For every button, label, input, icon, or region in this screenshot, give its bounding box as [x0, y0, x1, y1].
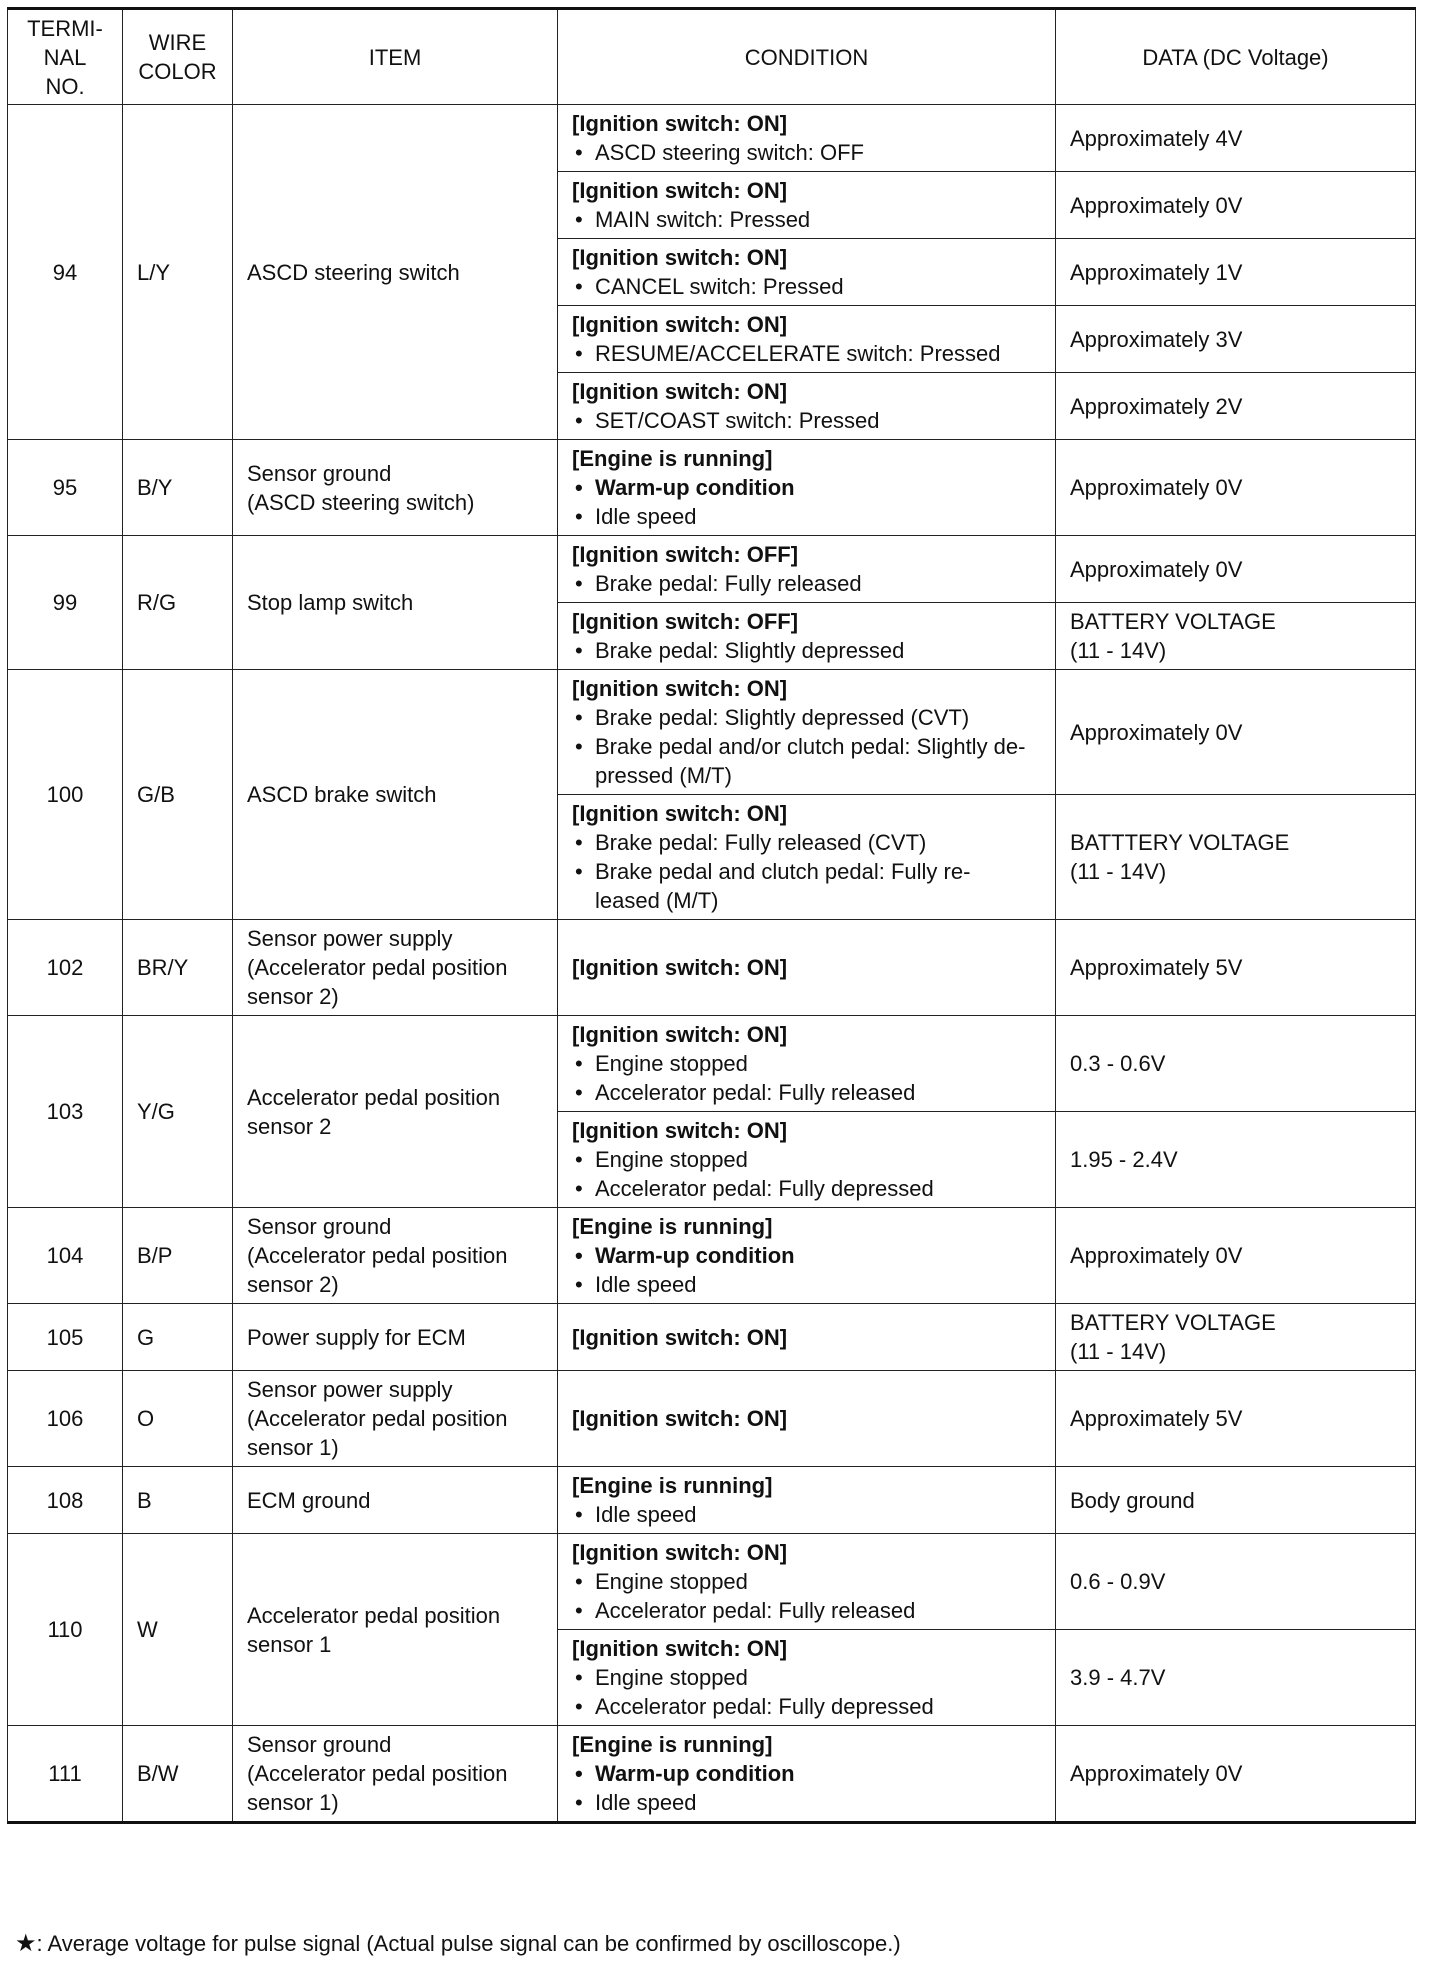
condition-bullets — [572, 1567, 1049, 1625]
condition-bullets — [572, 1500, 1049, 1529]
condition-heading: [Ignition switch: ON] — [572, 1022, 788, 1047]
condition-heading: [Ignition switch: ON] — [572, 379, 788, 404]
data-cell: Approximately 0V — [1056, 1208, 1416, 1304]
table-row — [8, 1534, 1416, 1630]
item-cell: Sensor ground (Accelerator pedal position sensor 2) — [233, 1208, 558, 1304]
data-cell: Approximately 5V — [1056, 920, 1416, 1016]
item-cell: ASCD steering switch — [233, 105, 558, 440]
condition-heading: [Ignition switch: ON] — [572, 1636, 788, 1661]
table-header-row — [8, 9, 1416, 105]
wire-color-cell: B/P — [123, 1208, 233, 1304]
wire-color-cell: Y/G — [123, 1016, 233, 1208]
condition-heading: [Engine is running] — [572, 446, 773, 471]
data-cell: Approximately 1V — [1056, 239, 1416, 306]
condition-bullet: • Brake pedal: Slightly depressed (CVT) — [572, 703, 1049, 732]
condition-cell — [558, 440, 1056, 536]
wire-color-cell: G — [123, 1304, 233, 1371]
condition-bullets — [572, 1759, 1049, 1817]
condition-bullets — [572, 406, 1049, 435]
terminal-cell: 108 — [8, 1467, 123, 1534]
terminal-cell: 100 — [8, 670, 123, 920]
condition-bullet: • Brake pedal: Slightly depressed — [572, 636, 1049, 665]
data-cell: BATTERY VOLTAGE (11 - 14V) — [1056, 603, 1416, 670]
wire-color-cell: G/B — [123, 670, 233, 920]
table-row — [8, 105, 1416, 172]
terminal-cell: 103 — [8, 1016, 123, 1208]
wire-color-cell: O — [123, 1371, 233, 1467]
condition-cell — [558, 795, 1056, 920]
wire-color-cell: R/G — [123, 536, 233, 670]
condition-cell — [558, 1208, 1056, 1304]
condition-bullets — [572, 1145, 1049, 1203]
terminal-cell: 111 — [8, 1726, 123, 1823]
condition-heading: [Ignition switch: ON] — [572, 1406, 788, 1431]
terminal-cell: 106 — [8, 1371, 123, 1467]
terminal-cell: 99 — [8, 536, 123, 670]
data-cell: Approximately 5V — [1056, 1371, 1416, 1467]
condition-heading: [Ignition switch: ON] — [572, 245, 788, 270]
condition-heading: [Ignition switch: OFF] — [572, 542, 799, 567]
data-cell: 1.95 - 2.4V — [1056, 1112, 1416, 1208]
wire-color-cell: W — [123, 1534, 233, 1726]
condition-bullet: • Accelerator pedal: Fully released — [572, 1596, 1049, 1625]
wire-color-cell: B/Y — [123, 440, 233, 536]
condition-cell — [558, 306, 1056, 373]
condition-bullet: • Idle speed — [572, 502, 1049, 531]
condition-cell — [558, 920, 1056, 1016]
header-data: DATA (DC Voltage) — [1056, 9, 1416, 105]
condition-bullets — [572, 473, 1049, 531]
condition-bullet: • Idle speed — [572, 1788, 1049, 1817]
condition-bullet: • Accelerator pedal: Fully depressed — [572, 1692, 1049, 1721]
condition-heading: [Engine is running] — [572, 1214, 773, 1239]
table-row — [8, 1467, 1416, 1534]
condition-bullet: • RESUME/ACCELERATE switch: Pressed — [572, 339, 1049, 368]
data-cell: Approximately 0V — [1056, 1726, 1416, 1823]
wire-color-cell: L/Y — [123, 105, 233, 440]
terminal-data-document — [7, 7, 1415, 1957]
condition-bullets — [572, 138, 1049, 167]
condition-bullets — [572, 1663, 1049, 1721]
wire-color-cell: B/W — [123, 1726, 233, 1823]
data-cell: Approximately 0V — [1056, 440, 1416, 536]
item-cell: Accelerator pedal position sensor 2 — [233, 1016, 558, 1208]
condition-bullet: • Brake pedal: Fully released — [572, 569, 1049, 598]
table-row — [8, 536, 1416, 603]
terminal-cell: 104 — [8, 1208, 123, 1304]
condition-cell — [558, 1534, 1056, 1630]
item-cell: ECM ground — [233, 1467, 558, 1534]
data-cell: 0.3 - 0.6V — [1056, 1016, 1416, 1112]
condition-cell — [558, 1371, 1056, 1467]
condition-bullet: • Warm-up condition — [572, 1241, 1049, 1270]
condition-bullet: • ASCD steering switch: OFF — [572, 138, 1049, 167]
condition-heading: [Engine is running] — [572, 1732, 773, 1757]
condition-bullet: • Engine stopped — [572, 1567, 1049, 1596]
condition-bullet: • Idle speed — [572, 1270, 1049, 1299]
condition-bullet: • Engine stopped — [572, 1145, 1049, 1174]
condition-heading: [Ignition switch: ON] — [572, 955, 788, 980]
condition-bullet: • Brake pedal and clutch pedal: Fully re- leased (M/T) — [572, 857, 1049, 915]
header-condition: CONDITION — [558, 9, 1056, 105]
condition-bullets — [572, 339, 1049, 368]
data-cell: Body ground — [1056, 1467, 1416, 1534]
condition-cell — [558, 670, 1056, 795]
condition-bullets — [572, 703, 1049, 790]
table-row — [8, 1371, 1416, 1467]
item-cell: Stop lamp switch — [233, 536, 558, 670]
condition-heading: [Engine is running] — [572, 1473, 773, 1498]
condition-bullet: • Engine stopped — [572, 1049, 1049, 1078]
condition-cell — [558, 1304, 1056, 1371]
condition-bullet: • Warm-up condition — [572, 1759, 1049, 1788]
condition-bullets — [572, 272, 1049, 301]
condition-heading: [Ignition switch: ON] — [572, 1324, 788, 1350]
condition-bullets — [572, 205, 1049, 234]
condition-bullets — [572, 1241, 1049, 1299]
header-wire-color: WIRE COLOR — [123, 9, 233, 105]
data-cell: 3.9 - 4.7V — [1056, 1630, 1416, 1726]
condition-bullets — [572, 636, 1049, 665]
data-cell: Approximately 3V — [1056, 306, 1416, 373]
item-cell: Power supply for ECM — [233, 1304, 558, 1371]
table-row — [8, 440, 1416, 536]
condition-cell — [558, 239, 1056, 306]
header-terminal-no: TERMI- NAL NO. — [8, 9, 123, 105]
table-row — [8, 1016, 1416, 1112]
header-item: ITEM — [233, 9, 558, 105]
condition-cell — [558, 1016, 1056, 1112]
condition-cell — [558, 373, 1056, 440]
footnote — [15, 1929, 901, 1959]
condition-heading: [Ignition switch: OFF] — [572, 609, 799, 634]
condition-bullets — [572, 1049, 1049, 1107]
wire-color-cell: B — [123, 1467, 233, 1534]
table-row — [8, 1304, 1416, 1371]
data-cell: Approximately 4V — [1056, 105, 1416, 172]
condition-heading: [Ignition switch: ON] — [572, 676, 788, 701]
footnote-text: : Average voltage for pulse signal (Actual pulse signal can be confirmed by oscilloscope.) — [36, 1931, 901, 1956]
condition-cell — [558, 172, 1056, 239]
table-row — [8, 1726, 1416, 1823]
condition-cell — [558, 105, 1056, 172]
terminal-cell: 95 — [8, 440, 123, 536]
wire-color-cell: BR/Y — [123, 920, 233, 1016]
item-cell: Sensor ground (Accelerator pedal position sensor 1) — [233, 1726, 558, 1823]
table-body — [8, 105, 1416, 1823]
condition-heading: [Ignition switch: ON] — [572, 801, 788, 826]
item-cell: Sensor ground (ASCD steering switch) — [233, 440, 558, 536]
terminal-cell: 110 — [8, 1534, 123, 1726]
condition-bullets — [572, 828, 1049, 915]
item-cell: Accelerator pedal position sensor 1 — [233, 1534, 558, 1726]
condition-cell — [558, 1630, 1056, 1726]
data-cell: Approximately 2V — [1056, 373, 1416, 440]
condition-bullet: • Accelerator pedal: Fully released — [572, 1078, 1049, 1107]
condition-bullet: • Brake pedal and/or clutch pedal: Slightly de- pressed (M/T) — [572, 732, 1049, 790]
condition-bullets — [572, 569, 1049, 598]
data-cell: Approximately 0V — [1056, 536, 1416, 603]
data-cell: 0.6 - 0.9V — [1056, 1534, 1416, 1630]
terminal-cell: 102 — [8, 920, 123, 1016]
condition-heading: [Ignition switch: ON] — [572, 1540, 788, 1565]
condition-cell — [558, 1467, 1056, 1534]
table-row — [8, 1208, 1416, 1304]
star-icon: ★ — [15, 1930, 37, 1957]
condition-bullet: • SET/COAST switch: Pressed — [572, 406, 1049, 435]
ecm-terminal-table — [7, 7, 1416, 1824]
item-cell: Sensor power supply (Accelerator pedal position sensor 2) — [233, 920, 558, 1016]
condition-bullet: • Engine stopped — [572, 1663, 1049, 1692]
condition-bullet: • CANCEL switch: Pressed — [572, 272, 1049, 301]
item-cell: Sensor power supply (Accelerator pedal position sensor 1) — [233, 1371, 558, 1467]
data-cell: Approximately 0V — [1056, 670, 1416, 795]
condition-cell — [558, 1112, 1056, 1208]
data-cell: BATTERY VOLTAGE (11 - 14V) — [1056, 1304, 1416, 1371]
condition-bullet: • Brake pedal: Fully released (CVT) — [572, 828, 1049, 857]
condition-heading: [Ignition switch: ON] — [572, 1118, 788, 1143]
condition-bullet: • Idle speed — [572, 1500, 1049, 1529]
condition-cell — [558, 603, 1056, 670]
condition-cell — [558, 1726, 1056, 1823]
item-cell: ASCD brake switch — [233, 670, 558, 920]
condition-bullet: • Warm-up condition — [572, 473, 1049, 502]
terminal-cell: 105 — [8, 1304, 123, 1371]
terminal-cell: 94 — [8, 105, 123, 440]
condition-bullet: • Accelerator pedal: Fully depressed — [572, 1174, 1049, 1203]
data-cell: Approximately 0V — [1056, 172, 1416, 239]
data-cell: BATTTERY VOLTAGE (11 - 14V) — [1056, 795, 1416, 920]
condition-bullet: • MAIN switch: Pressed — [572, 205, 1049, 234]
table-row — [8, 670, 1416, 795]
condition-cell — [558, 536, 1056, 603]
condition-heading: [Ignition switch: ON] — [572, 178, 788, 203]
condition-heading: [Ignition switch: ON] — [572, 312, 788, 337]
table-row — [8, 920, 1416, 1016]
condition-heading: [Ignition switch: ON] — [572, 111, 788, 136]
